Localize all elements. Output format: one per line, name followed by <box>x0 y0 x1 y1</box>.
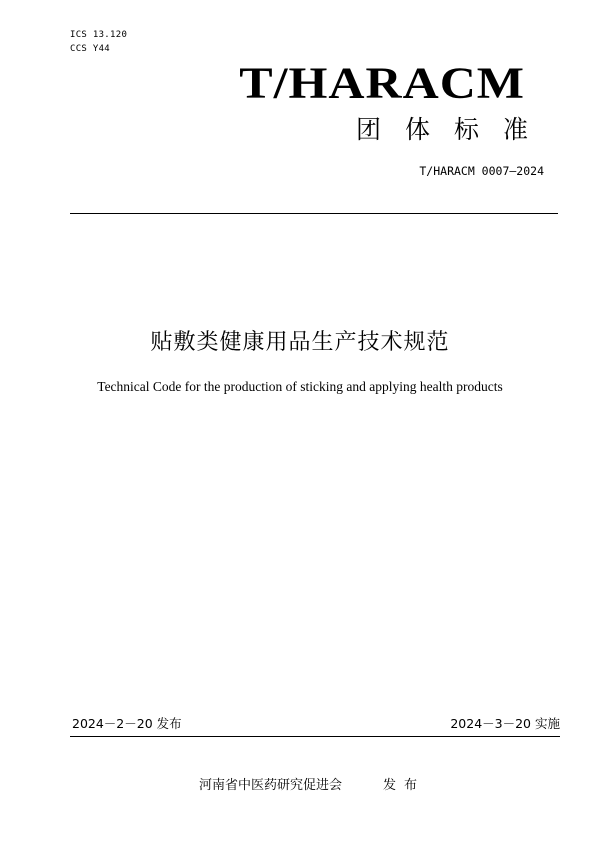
footer-divider <box>70 736 560 737</box>
implementation-date: 2024－3－20 实施 <box>450 716 560 731</box>
ics-code: ICS 13.120 <box>70 30 128 40</box>
standard-code: T/HARACM 0007—2024 <box>419 164 544 178</box>
ccs-code: CCS Y44 <box>70 44 111 54</box>
document-title-english: Technical Code for the production of sticking and applying health products <box>97 379 503 394</box>
standard-type: 团体标准 <box>355 115 552 144</box>
publish-label: 发布 <box>383 778 426 793</box>
standard-brand: T/HARACM <box>239 58 525 108</box>
document-title-chinese: 贴敷类健康用品生产技术规范 <box>150 330 450 355</box>
publisher-name: 河南省中医药研究促进会 <box>199 778 343 793</box>
header-divider <box>70 213 558 214</box>
issue-date: 2024－2－20 发布 <box>72 716 182 731</box>
